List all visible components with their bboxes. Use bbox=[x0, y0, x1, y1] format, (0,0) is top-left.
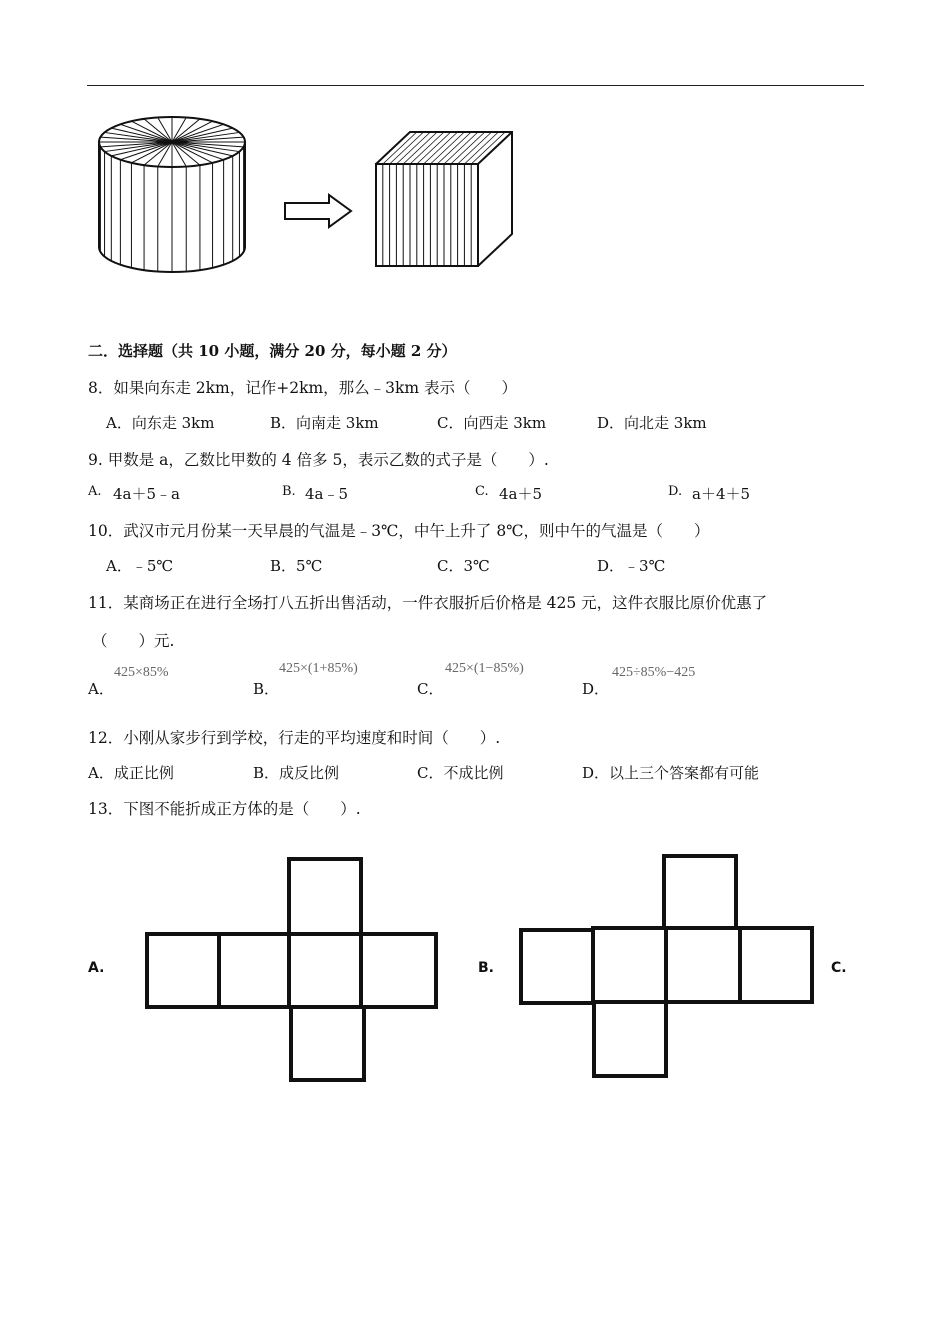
question-12-stem: 12．小刚从家步行到学校，行走的平均速度和时间（ ）. bbox=[88, 729, 501, 747]
question-9-option-a: 4a＋5﹣a bbox=[113, 485, 180, 503]
question-12-option-c: C．不成比例 bbox=[417, 764, 504, 782]
question-11-stem-line1: 11．某商场正在进行全场打八五折出售活动，一件衣服折后价格是 425 元，这件衣服比原价优惠了 bbox=[88, 594, 768, 612]
question-9-option-d: a＋4＋5 bbox=[692, 485, 751, 503]
question-10-stem: 10．武汉市元月份某一天早晨的气温是﹣3℃，中午上升了 8℃，则中午的气温是（ ） bbox=[88, 522, 710, 540]
net-a-label: A. bbox=[88, 960, 105, 976]
question-12-option-a: A．成正比例 bbox=[88, 764, 174, 782]
net-b-label: B. bbox=[478, 960, 494, 976]
cylinder-figure bbox=[95, 110, 255, 280]
question-8-option-a: A．向东走 3km bbox=[106, 414, 215, 432]
question-9-letter-a: A. bbox=[88, 484, 102, 499]
question-11-letter-a: A． bbox=[88, 680, 114, 698]
question-11-formula-c: 425×(1−85%) bbox=[445, 661, 524, 676]
question-12-option-b: B．成反比例 bbox=[253, 764, 340, 782]
header-rule bbox=[87, 85, 864, 86]
question-9-letter-c: C. bbox=[475, 484, 489, 499]
question-11-formula-a: 425×85% bbox=[114, 665, 169, 680]
question-9-letter-d: D. bbox=[668, 484, 683, 499]
cube-net-b bbox=[515, 850, 820, 1085]
section-title: 二．选择题（共 10 小题，满分 20 分，每小题 2 分） bbox=[88, 342, 457, 360]
question-11-letter-b: B． bbox=[253, 680, 280, 698]
question-8-option-c: C．向西走 3km bbox=[437, 414, 547, 432]
question-10-option-d: D．﹣3℃ bbox=[597, 557, 666, 575]
question-9-option-b: 4a﹣5 bbox=[305, 485, 349, 503]
question-10-option-a: A．﹣5℃ bbox=[106, 557, 174, 575]
question-9-stem: 9. 甲数是 a，乙数比甲数的 4 倍多 5，表示乙数的式子是（ ）. bbox=[88, 451, 549, 469]
question-8-stem: 8．如果向东走 2km，记作+2km，那么﹣3km 表示（ ） bbox=[88, 379, 518, 397]
cube-net-a bbox=[140, 852, 445, 1087]
net-c-label: C. bbox=[831, 960, 847, 976]
question-8-option-b: B．向南走 3km bbox=[270, 414, 379, 432]
arrow-right-icon bbox=[283, 193, 355, 229]
cuboid-figure bbox=[372, 130, 517, 270]
question-11-letter-d: D． bbox=[582, 680, 610, 698]
question-11-letter-c: C． bbox=[417, 680, 444, 698]
question-8-option-d: D．向北走 3km bbox=[597, 414, 707, 432]
question-9-letter-b: B. bbox=[282, 484, 296, 499]
question-13-stem: 13．下图不能折成正方体的是（ ）. bbox=[88, 800, 361, 818]
question-12-option-d: D．以上三个答案都有可能 bbox=[582, 764, 760, 782]
question-11-stem-line2: （ ）元. bbox=[92, 632, 175, 650]
question-9-option-c: 4a＋5 bbox=[499, 485, 543, 503]
question-10-option-b: B．5℃ bbox=[270, 557, 323, 575]
question-10-option-c: C．3℃ bbox=[437, 557, 490, 575]
question-11-formula-b: 425×(1+85%) bbox=[279, 661, 358, 676]
question-11-formula-d: 425÷85%−425 bbox=[612, 665, 696, 680]
